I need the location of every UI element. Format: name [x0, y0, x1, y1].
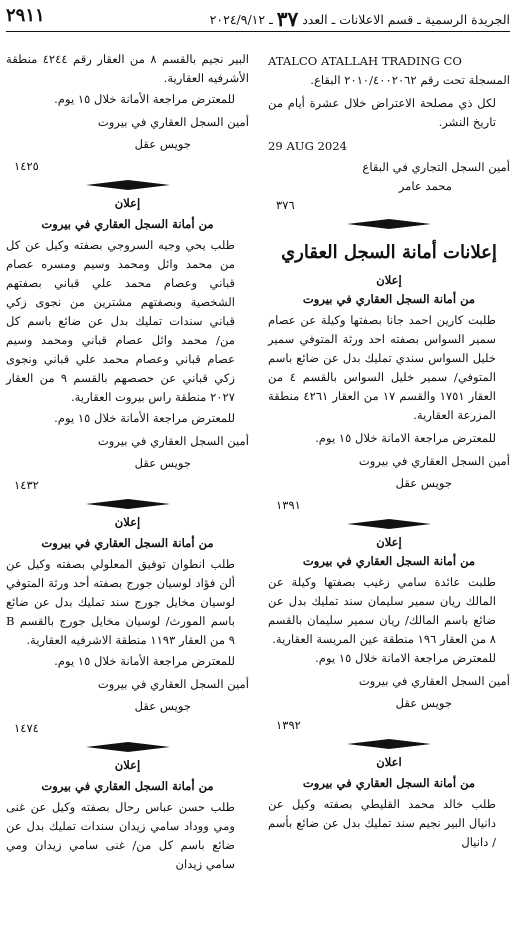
notice-officer-name: جويس عقل — [395, 476, 452, 490]
right-column — [268, 38, 510, 852]
notice-number: ١٤٢٥ — [14, 159, 39, 173]
gazette-title: الجريدة الرسمية ـ قسم الاعلانات ـ العدد — [302, 12, 510, 27]
notice-title: من أمانة السجل العقاري في بيروت — [41, 536, 214, 550]
separator — [268, 215, 510, 233]
header-title-block — [210, 7, 510, 31]
notice-label: إعلان — [114, 758, 141, 772]
notice-officer: أمين السجل العقاري في بيروت — [97, 434, 249, 448]
notice-number: ١٣٩١ — [276, 498, 301, 512]
notice-body: طلب انطوان توفيق المعلولي بصفته وكيل عن ألن فؤاد لوسيان جورج بصفته أحد ورثة المتوفي لوسيان مخايل جورج سند تمليك بدل عن ضائع باسم المورث/ لوسيان مخايل جورج بالقسم B ٩ من العقار ١١٩٣ منطقة الاشرفيه العقارية. — [6, 557, 235, 647]
separator — [268, 735, 510, 753]
notice-officer: أمين السجل العقاري في بيروت — [97, 115, 249, 129]
page-header — [6, 5, 510, 31]
notice-review: للمعترض مراجعة الأمانة خلال ١٥ يوم. — [54, 654, 235, 668]
notice-date: 29 AUG 2024 — [268, 139, 348, 153]
notice-number: ١٣٩٢ — [276, 718, 301, 732]
notice-review: للمعترض مراجعة الأمانة خلال ١٥ يوم. — [54, 92, 235, 106]
section-title: إعلانات أمانة السجل العقاري — [281, 242, 497, 263]
header-rule — [6, 31, 510, 32]
company-name: ATALCO ATALLAH TRADING CO — [268, 54, 462, 68]
company-registration: المسجلة تحت رقم ٢٠١٠/٤٠٠٢٠٦٢ البقاع. — [310, 73, 510, 87]
notice-title: من أمانة السجل العقاري في بيروت — [302, 554, 476, 568]
objection-notice: لكل ذي مصلحة الاعتراض خلال عشرة أيام من تاريخ النشر. — [268, 96, 496, 129]
notice-body: طلبت كارين احمد جانا بصفتها وكيلة عن عصام سمير السواس بصفته احد ورثة المتوفي سمير خليل السواس سندي تمليك بدل عن ضائع باسم المتوفي/ سمير خليل السواس بالقسم ٤ من العقار ١٧٥١ والقسم ١٧ من العقار ٤٢٦١ منطقة المزرعة العقارية. — [268, 313, 497, 422]
notice-title: من أمانة السجل العقاري في بيروت — [302, 292, 476, 306]
issue-date: ـ ٢٠٢٤/٩/١٢ — [209, 12, 273, 27]
separator — [6, 738, 249, 756]
notice-label: إعلان — [114, 196, 141, 210]
separator — [268, 515, 510, 533]
notice-officer-name: جويس عقل — [134, 699, 191, 713]
notice-body: طلبت عائدة سامي زغيب بصفتها وكيلة عن المالك ريان سمير سليمان سند تمليك بدل عن ضائع باسم المالك/ ريان سمير سليمان بالقسم ٨ من العقار ١٩٦ منطقة عين المريسة العقارية. — [268, 575, 496, 646]
commercial-registrar: أمين السجل التجاري في البقاع — [362, 160, 510, 174]
notice-title: من أمانة السجل العقاري في بيروت — [41, 779, 214, 793]
notice-body: طلب يحي وجيه السروجي بصفته وكيل عن كل من محمد وائل ومحمد وسيم ومسره عصام قباني وعصام محمد علي قباني بصفتهم الشخصية وبصفتهم مشترين من نجوى زكي قباني سندات تمليك بدل عن ضائع باسم كل من/ محمد وائل عصام قباني ومحمد وسيم عصام قباني وعصام محمد علي قباني ونجوى زكي قباني عن حصصهم بالقسم ٩ من العقار ٢٠٢٧ منطقة راس بيروت العقارية. — [6, 238, 235, 404]
notice-review: للمعترض مراجعة الامانة خلال ١٥ يوم. — [315, 651, 496, 665]
left-column — [6, 38, 249, 874]
notice-number: ١٤٧٤ — [14, 721, 39, 735]
notice-officer: أمين السجل العقاري في بيروت — [358, 454, 510, 468]
notice-title: من أمانة السجل العقاري في بيروت — [41, 217, 214, 231]
notice-body: طلب خالد محمد القليطي بصفته وكيل عن دانيال البير نجيم سند تمليك بدل عن ضائع بأسم / دانيال — [268, 797, 496, 849]
notice-officer: أمين السجل العقاري في بيروت — [358, 674, 510, 688]
separator — [6, 495, 249, 513]
notice-officer-name: جويس عقل — [395, 696, 452, 710]
notice-title: من أمانة السجل العقاري في بيروت — [302, 776, 476, 790]
notice-label: إعلان — [376, 535, 402, 549]
notice-label: إعلان — [114, 515, 141, 529]
notice-label: إعلان — [376, 273, 402, 287]
notice-body-continued: البير نجيم بالقسم ٨ من العقار رقم ٤٢٤٤ منطقة الأشرفيه العقارية. — [6, 52, 249, 85]
separator — [6, 176, 249, 194]
notice-body: طلب حسن عباس رحال بصفته وكيل عن غنى ومي ووداد سامي زيدان سندات تمليك بدل عن ضائع باسم كل من/ غنى سامي زيدان ومي سامي زيدان — [6, 800, 235, 871]
notice-review: للمعترض مراجعة الامانة خلال ١٥ يوم. — [315, 431, 496, 445]
notice-label: اعلان — [376, 755, 402, 769]
notice-officer-name: جويس عقل — [134, 456, 191, 470]
issue-number: ٣٧ — [276, 7, 299, 31]
notice-number: ٣٧٦ — [276, 198, 295, 212]
page-number: ٢٩١١ — [6, 5, 45, 26]
notice-review: للمعترض مراجعة الأمانة خلال ١٥ يوم. — [54, 411, 235, 425]
notice-number: ١٤٣٢ — [14, 478, 39, 492]
registrar-name: محمد عامر — [398, 179, 452, 193]
notice-officer: أمين السجل العقاري في بيروت — [97, 677, 249, 691]
notice-officer-name: جويس عقل — [134, 137, 191, 151]
